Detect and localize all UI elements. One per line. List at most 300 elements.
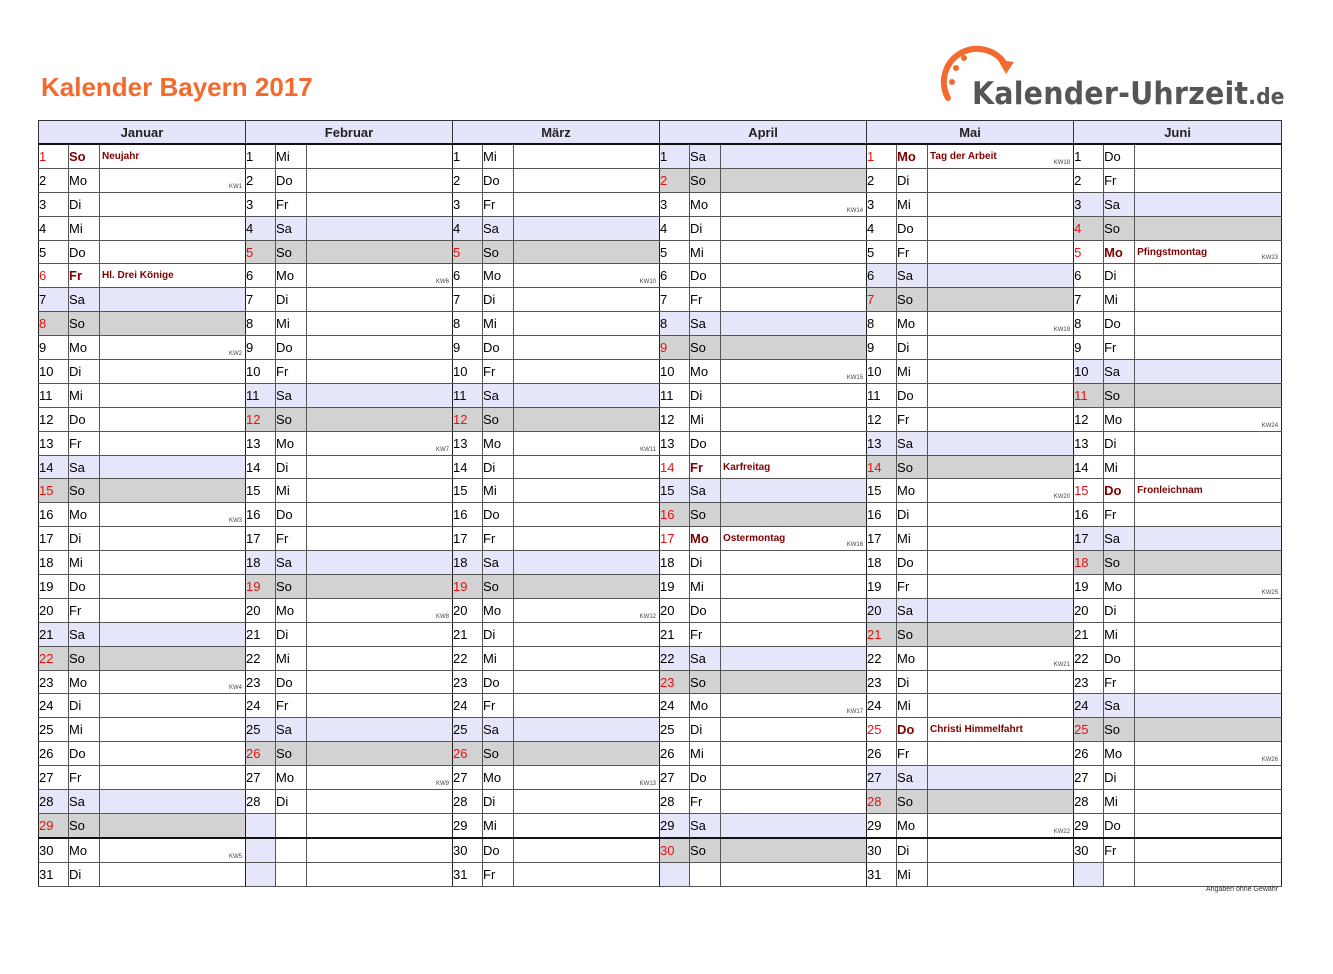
day-number: 2 xyxy=(246,168,276,192)
day-number: 29 xyxy=(1074,813,1104,837)
week-number: KW9 xyxy=(435,781,449,788)
weekday: Fr xyxy=(1104,670,1135,694)
day-notes xyxy=(514,622,660,646)
day-notes xyxy=(307,694,453,718)
day-notes xyxy=(928,431,1074,455)
day-number: 26 xyxy=(453,742,483,766)
day-number: 25 xyxy=(867,718,897,742)
weekday: Fr xyxy=(690,622,721,646)
disclaimer: Angaben ohne Gewähr xyxy=(1206,886,1278,893)
weekday: Di xyxy=(69,862,100,886)
day-notes xyxy=(1135,622,1282,646)
day-notes xyxy=(100,790,246,814)
day-number: 9 xyxy=(660,336,690,360)
holiday-label: Pfingstmontag xyxy=(1137,246,1208,258)
weekday: So xyxy=(69,312,100,336)
day-number: 4 xyxy=(246,216,276,240)
day-notes xyxy=(721,551,867,575)
day-notes xyxy=(928,527,1074,551)
day-notes xyxy=(1135,431,1282,455)
day-notes xyxy=(928,144,1074,168)
weekday: Sa xyxy=(897,766,928,790)
weekday: Mi xyxy=(483,646,514,670)
calendar-row xyxy=(39,598,1282,622)
weekday: So xyxy=(276,240,307,264)
week-number: KW13 xyxy=(639,781,657,788)
day-number: 28 xyxy=(246,790,276,814)
weekday: Di xyxy=(897,670,928,694)
day-notes xyxy=(514,742,660,766)
day-notes xyxy=(721,312,867,336)
day-number: 11 xyxy=(867,383,897,407)
day-notes xyxy=(100,455,246,479)
weekday: Di xyxy=(1104,264,1135,288)
weekday: Fr xyxy=(276,694,307,718)
week-number: KW12 xyxy=(639,613,657,620)
day-number: 7 xyxy=(39,288,69,312)
weekday: Do xyxy=(1104,813,1135,837)
day-notes xyxy=(514,479,660,503)
calendar-row xyxy=(39,862,1282,886)
calendar-row xyxy=(39,766,1282,790)
calendar-row xyxy=(39,288,1282,312)
weekday: Di xyxy=(483,455,514,479)
day-number: 2 xyxy=(39,168,69,192)
calendar-row xyxy=(39,336,1282,360)
day-number: 19 xyxy=(246,575,276,599)
weekday: Do xyxy=(69,407,100,431)
month-header: April xyxy=(660,121,867,145)
day-notes xyxy=(928,503,1074,527)
day-notes xyxy=(1135,192,1282,216)
day-notes xyxy=(721,575,867,599)
weekday: Mi xyxy=(69,718,100,742)
day-notes xyxy=(514,527,660,551)
weekday: Mo xyxy=(69,838,100,862)
day-number: 10 xyxy=(246,360,276,384)
day-notes xyxy=(1135,312,1282,336)
week-number: KW11 xyxy=(640,446,657,453)
day-number: 10 xyxy=(867,360,897,384)
day-number: 17 xyxy=(246,527,276,551)
day-notes xyxy=(307,479,453,503)
month-header: Januar xyxy=(39,121,246,145)
weekday: Fr xyxy=(276,360,307,384)
day-notes xyxy=(514,216,660,240)
day-number: 25 xyxy=(1074,718,1104,742)
weekday: Sa xyxy=(1104,360,1135,384)
day-number: 22 xyxy=(39,646,69,670)
weekday: Mi xyxy=(69,383,100,407)
day-number: 18 xyxy=(660,551,690,575)
weekday: Di xyxy=(897,838,928,862)
day-notes xyxy=(514,312,660,336)
day-notes xyxy=(928,862,1074,886)
logo-name: Kalender-Uhrzeit xyxy=(972,76,1249,112)
weekday: Sa xyxy=(690,646,721,670)
day-notes xyxy=(1135,407,1282,431)
day-number: 12 xyxy=(246,407,276,431)
day-number: 24 xyxy=(1074,694,1104,718)
day-number: 20 xyxy=(453,598,483,622)
calendar-row xyxy=(39,551,1282,575)
day-notes xyxy=(721,240,867,264)
calendar-row xyxy=(39,455,1282,479)
day-number: 14 xyxy=(660,455,690,479)
day-number: 27 xyxy=(39,766,69,790)
weekday: Di xyxy=(276,622,307,646)
day-number: 7 xyxy=(453,288,483,312)
weekday: Sa xyxy=(897,264,928,288)
day-notes xyxy=(100,646,246,670)
weekday: Mo xyxy=(897,813,928,837)
day-number: 9 xyxy=(867,336,897,360)
weekday: Di xyxy=(690,383,721,407)
day-number: 2 xyxy=(1074,168,1104,192)
weekday: Mi xyxy=(897,360,928,384)
day-notes xyxy=(1135,813,1282,837)
day-number: 16 xyxy=(453,503,483,527)
weekday: Do xyxy=(690,264,721,288)
holiday-label: Neujahr xyxy=(102,151,140,162)
day-number: 3 xyxy=(867,192,897,216)
day-notes xyxy=(721,862,867,886)
weekday: Do xyxy=(897,383,928,407)
day-number: 9 xyxy=(246,336,276,360)
weekday: Sa xyxy=(1104,694,1135,718)
day-number: 1 xyxy=(867,144,897,168)
day-number: 3 xyxy=(453,192,483,216)
week-number: KW3 xyxy=(228,518,242,525)
day-number: 11 xyxy=(1074,383,1104,407)
day-notes xyxy=(307,551,453,575)
day-notes xyxy=(100,431,246,455)
holiday-label: Hl. Drei Könige xyxy=(102,270,174,282)
day-number: 11 xyxy=(453,383,483,407)
day-notes xyxy=(514,646,660,670)
weekday: So xyxy=(1104,383,1135,407)
day-number: 6 xyxy=(1074,264,1104,288)
weekday: Sa xyxy=(1104,192,1135,216)
weekday: Sa xyxy=(690,144,721,168)
calendar-row xyxy=(39,216,1282,240)
day-number: 4 xyxy=(660,216,690,240)
weekday xyxy=(276,838,307,862)
day-notes xyxy=(928,551,1074,575)
day-notes xyxy=(928,670,1074,694)
weekday: Mi xyxy=(483,144,514,168)
weekday: Mo xyxy=(276,431,307,455)
day-notes xyxy=(928,288,1074,312)
day-notes xyxy=(514,192,660,216)
weekday: Fr xyxy=(1104,168,1135,192)
weekday: Mo xyxy=(897,144,928,168)
calendar-row xyxy=(39,575,1282,599)
day-notes xyxy=(307,407,453,431)
weekday: Sa xyxy=(483,718,514,742)
month-header: Mai xyxy=(867,121,1074,145)
day-number: 19 xyxy=(867,575,897,599)
weekday: So xyxy=(897,288,928,312)
weekday: Di xyxy=(276,455,307,479)
weekday: Do xyxy=(1104,144,1135,168)
day-number: 18 xyxy=(867,551,897,575)
day-number: 24 xyxy=(246,694,276,718)
weekday: So xyxy=(690,336,721,360)
day-number: 28 xyxy=(39,790,69,814)
day-number: 7 xyxy=(867,288,897,312)
day-notes xyxy=(721,144,867,168)
calendar-row xyxy=(39,742,1282,766)
day-number xyxy=(660,862,690,886)
holiday-label: Karfreitag xyxy=(723,461,771,473)
day-number: 12 xyxy=(660,407,690,431)
day-number: 20 xyxy=(867,598,897,622)
day-notes xyxy=(721,288,867,312)
weekday: Do xyxy=(1104,479,1135,503)
day-notes xyxy=(1135,551,1282,575)
day-number: 5 xyxy=(453,240,483,264)
day-number: 26 xyxy=(867,742,897,766)
weekday: Di xyxy=(897,503,928,527)
weekday: Di xyxy=(276,790,307,814)
day-number: 22 xyxy=(453,646,483,670)
day-number: 22 xyxy=(246,646,276,670)
day-number: 9 xyxy=(1074,336,1104,360)
day-notes xyxy=(928,360,1074,384)
day-notes xyxy=(514,264,660,288)
day-number: 2 xyxy=(867,168,897,192)
day-notes xyxy=(307,312,453,336)
weekday xyxy=(1104,862,1135,886)
weekday: Mo xyxy=(483,264,514,288)
day-notes xyxy=(100,862,246,886)
day-number: 6 xyxy=(660,264,690,288)
day-notes xyxy=(307,455,453,479)
week-number: KW19 xyxy=(1053,327,1071,334)
day-notes xyxy=(721,742,867,766)
weekday: Sa xyxy=(69,288,100,312)
calendar-row xyxy=(39,312,1282,336)
day-notes xyxy=(928,622,1074,646)
weekday: Fr xyxy=(690,455,721,479)
week-number: KW5 xyxy=(228,853,242,860)
weekday: Mi xyxy=(1104,455,1135,479)
day-notes xyxy=(928,479,1074,503)
day-number: 4 xyxy=(39,216,69,240)
day-notes xyxy=(928,216,1074,240)
weekday: Do xyxy=(1104,312,1135,336)
weekday: Do xyxy=(1104,646,1135,670)
weekday: Do xyxy=(276,503,307,527)
day-number: 16 xyxy=(246,503,276,527)
day-notes xyxy=(307,264,453,288)
day-number: 30 xyxy=(39,838,69,862)
week-number: KW26 xyxy=(1261,757,1279,764)
day-number: 26 xyxy=(39,742,69,766)
weekday: Fr xyxy=(690,790,721,814)
day-number: 23 xyxy=(453,670,483,694)
weekday: Mo xyxy=(897,646,928,670)
weekday: Do xyxy=(483,336,514,360)
day-notes xyxy=(514,407,660,431)
week-number: KW16 xyxy=(846,542,864,549)
day-number: 15 xyxy=(660,479,690,503)
calendar-row xyxy=(39,813,1282,837)
day-notes xyxy=(100,670,246,694)
calendar-row xyxy=(39,479,1282,503)
weekday: Mi xyxy=(69,551,100,575)
weekday: Fr xyxy=(483,192,514,216)
day-notes xyxy=(1135,670,1282,694)
day-number: 29 xyxy=(39,813,69,837)
day-notes xyxy=(1135,360,1282,384)
day-number: 31 xyxy=(39,862,69,886)
weekday: Fr xyxy=(483,694,514,718)
day-number: 10 xyxy=(39,360,69,384)
day-number: 24 xyxy=(660,694,690,718)
day-number xyxy=(1074,862,1104,886)
page-title: Kalender Bayern 2017 xyxy=(41,72,313,102)
day-number: 26 xyxy=(1074,742,1104,766)
calendar-row xyxy=(39,264,1282,288)
day-number: 14 xyxy=(867,455,897,479)
weekday: Fr xyxy=(69,598,100,622)
day-notes xyxy=(721,360,867,384)
day-notes xyxy=(721,598,867,622)
weekday: Fr xyxy=(897,407,928,431)
week-number: KW2 xyxy=(228,351,242,358)
day-number: 8 xyxy=(1074,312,1104,336)
weekday: Mo xyxy=(483,598,514,622)
day-notes xyxy=(1135,168,1282,192)
weekday: Mi xyxy=(897,862,928,886)
calendar-table xyxy=(38,120,1282,887)
day-number: 21 xyxy=(660,622,690,646)
day-notes xyxy=(721,407,867,431)
day-number: 31 xyxy=(453,862,483,886)
day-notes xyxy=(928,455,1074,479)
weekday: Sa xyxy=(276,216,307,240)
weekday: Mi xyxy=(276,646,307,670)
day-notes xyxy=(100,838,246,862)
day-notes xyxy=(307,216,453,240)
day-notes xyxy=(514,336,660,360)
day-number: 8 xyxy=(39,312,69,336)
day-number: 1 xyxy=(39,144,69,168)
day-notes xyxy=(100,192,246,216)
day-number: 29 xyxy=(660,813,690,837)
weekday: Mo xyxy=(1104,407,1135,431)
day-number: 28 xyxy=(660,790,690,814)
weekday: Do xyxy=(69,742,100,766)
day-number: 27 xyxy=(246,766,276,790)
weekday: Do xyxy=(276,670,307,694)
day-number: 13 xyxy=(39,431,69,455)
day-number: 20 xyxy=(39,598,69,622)
week-number: KW17 xyxy=(846,709,864,716)
day-notes xyxy=(721,813,867,837)
day-notes xyxy=(100,575,246,599)
day-number: 9 xyxy=(453,336,483,360)
day-number: 19 xyxy=(660,575,690,599)
day-number: 20 xyxy=(1074,598,1104,622)
weekday: Mo xyxy=(690,192,721,216)
day-number: 11 xyxy=(39,383,69,407)
weekday: So xyxy=(69,813,100,837)
weekday: Di xyxy=(483,288,514,312)
day-number: 5 xyxy=(39,240,69,264)
day-notes xyxy=(100,622,246,646)
day-notes xyxy=(1135,264,1282,288)
day-number: 26 xyxy=(246,742,276,766)
day-number: 7 xyxy=(246,288,276,312)
day-number: 13 xyxy=(453,431,483,455)
weekday: Do xyxy=(897,718,928,742)
day-number: 3 xyxy=(1074,192,1104,216)
weekday: Fr xyxy=(69,264,100,288)
calendar-row xyxy=(39,694,1282,718)
day-number: 16 xyxy=(660,503,690,527)
weekday: Mo xyxy=(483,431,514,455)
day-number: 6 xyxy=(867,264,897,288)
day-number: 28 xyxy=(867,790,897,814)
day-number: 14 xyxy=(1074,455,1104,479)
day-notes xyxy=(1135,575,1282,599)
day-notes xyxy=(514,694,660,718)
day-number: 29 xyxy=(867,813,897,837)
day-notes xyxy=(928,742,1074,766)
day-number: 18 xyxy=(39,551,69,575)
day-number: 25 xyxy=(246,718,276,742)
weekday: Sa xyxy=(276,718,307,742)
day-notes xyxy=(1135,646,1282,670)
weekday: Mi xyxy=(276,312,307,336)
day-notes xyxy=(307,622,453,646)
day-notes xyxy=(514,240,660,264)
weekday: Sa xyxy=(483,551,514,575)
weekday xyxy=(276,813,307,837)
weekday: Sa xyxy=(690,312,721,336)
week-number: KW10 xyxy=(639,279,657,286)
day-notes xyxy=(100,503,246,527)
weekday: Di xyxy=(1104,598,1135,622)
weekday: Di xyxy=(1104,431,1135,455)
holiday-label: Ostermontag xyxy=(723,533,786,545)
month-header: Juni xyxy=(1074,121,1282,145)
day-number: 19 xyxy=(39,575,69,599)
calendar-row xyxy=(39,431,1282,455)
weekday: Di xyxy=(1104,766,1135,790)
day-notes xyxy=(1135,790,1282,814)
day-number: 30 xyxy=(1074,838,1104,862)
day-number: 27 xyxy=(1074,766,1104,790)
holiday-label: Tag der Arbeit xyxy=(930,151,997,162)
day-notes xyxy=(1135,838,1282,862)
day-notes xyxy=(100,766,246,790)
day-number: 11 xyxy=(246,383,276,407)
weekday: Sa xyxy=(483,216,514,240)
week-number: KW1 xyxy=(228,183,242,190)
day-number: 3 xyxy=(660,192,690,216)
day-number: 12 xyxy=(867,407,897,431)
day-number: 4 xyxy=(867,216,897,240)
holiday-label: Fronleichnam xyxy=(1137,485,1203,497)
site-logo xyxy=(936,38,1285,112)
day-number: 5 xyxy=(867,240,897,264)
day-number: 15 xyxy=(867,479,897,503)
weekday: Di xyxy=(69,360,100,384)
